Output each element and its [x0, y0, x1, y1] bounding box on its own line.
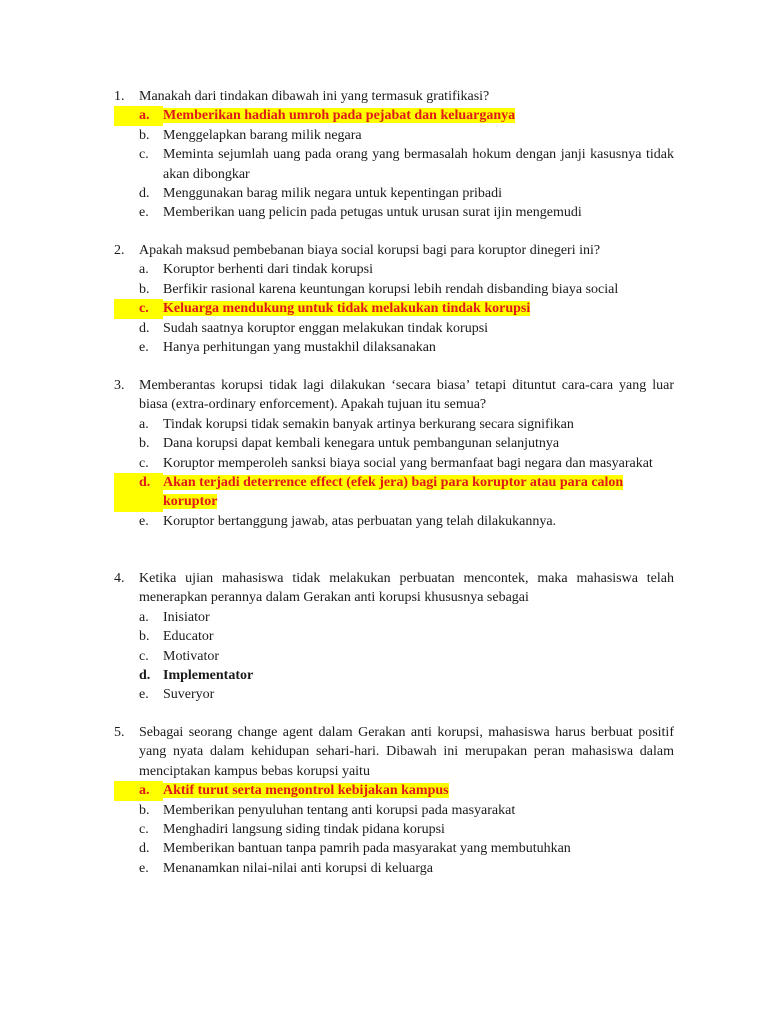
option-e — [114, 203, 674, 222]
question-text: Manakah dari tindakan dibawah ini yang termasuk gratifikasi? — [139, 89, 490, 104]
option-b — [114, 280, 674, 299]
option-text: Koruptor bertanggung jawab, atas perbuatan yang telah dilakukannya. — [163, 513, 557, 529]
option-text: Meminta sejumlah uang pada orang yang bermasalah hokum dengan janji kasusnya tidak akan dibongkar — [163, 147, 674, 182]
option-c — [114, 820, 674, 839]
option-text: Menggelapkan barang milik negara — [163, 127, 362, 143]
option-c-answer — [114, 299, 674, 318]
option-e — [114, 338, 674, 357]
option-letter: d. — [139, 320, 150, 336]
option-letter: e. — [139, 513, 149, 529]
option-e — [114, 685, 674, 704]
option-text: Educator — [163, 629, 214, 645]
option-letter: b. — [139, 127, 150, 143]
option-letter: c. — [139, 455, 149, 471]
option-text: Dana korupsi dapat kembali kenegara untuk pembangunan selanjutnya — [163, 436, 560, 452]
question-2 — [114, 241, 674, 357]
option-text: Keluarga mendukung untuk tidak melakukan tindak korupsi — [163, 301, 531, 317]
option-text: Implementator — [163, 668, 254, 684]
option-text: Memberikan uang pelicin pada petugas untuk urusan surat ijin mengemudi — [163, 205, 582, 221]
option-letter: c. — [139, 822, 149, 838]
option-c — [114, 454, 674, 473]
question-text: Apakah maksud pembebanan biaya social korupsi bagi para koruptor dinegeri ini? — [139, 243, 601, 258]
option-d — [114, 839, 674, 858]
option-text: Berfikir rasional karena keuntungan korupsi lebih rendah disbanding biaya social — [163, 281, 619, 297]
option-text: Aktif turut serta mengontrol kebijakan kampus — [163, 783, 449, 799]
option-e — [114, 859, 674, 878]
option-letter: c. — [139, 147, 149, 163]
option-text: Hanya perhitungan yang mustakhil dilaksanakan — [163, 340, 436, 356]
option-letter: b. — [139, 629, 150, 645]
option-d — [114, 184, 674, 203]
question-number: 1. — [114, 89, 125, 104]
option-letter: a. — [114, 781, 163, 800]
question-text: Ketika ujian mahasiswa tidak melakukan perbuatan mencontek, maka mahasiswa telah menerapkan perannya dalam Gerakan anti korupsi khususnya sebagai — [139, 571, 674, 606]
option-text: Inisiator — [163, 609, 210, 625]
option-letter: e. — [139, 205, 149, 221]
option-a — [114, 260, 674, 279]
question-5 — [114, 723, 674, 878]
option-letter: d. — [139, 186, 150, 202]
option-letter: e. — [139, 860, 149, 876]
option-letter: a. — [139, 416, 149, 432]
question-number: 5. — [114, 725, 125, 740]
option-list — [114, 608, 674, 705]
option-a — [114, 415, 674, 434]
option-list — [114, 415, 674, 531]
option-e — [114, 512, 674, 531]
question-number: 2. — [114, 243, 125, 258]
option-b — [114, 801, 674, 820]
option-b — [114, 627, 674, 646]
option-list — [114, 260, 674, 357]
option-text: Menanamkan nilai-nilai anti korupsi di keluarga — [163, 860, 433, 876]
option-letter: d. — [114, 473, 163, 512]
question-number: 3. — [114, 378, 125, 393]
option-text: Koruptor berhenti dari tindak korupsi — [163, 262, 373, 278]
option-d-answer — [114, 666, 674, 685]
option-letter: a. — [139, 609, 149, 625]
option-a-answer — [114, 781, 674, 800]
option-letter: b. — [139, 281, 150, 297]
question-text: Sebagai seorang change agent dalam Gerakan anti korupsi, mahasiswa harus berbuat positif yang nyata dalam kehidupan sehari-hari. Dibawah ini merupakan peran mahasiswa dalam menciptakan kampus bebas korupsi yaitu — [139, 725, 674, 779]
option-text: Sudah saatnya koruptor enggan melakukan tindak korupsi — [163, 320, 489, 336]
question-4 — [114, 569, 674, 705]
option-letter: c. — [114, 299, 163, 318]
option-text: Tindak korupsi tidak semakin banyak artinya berkurang secara signifikan — [163, 416, 574, 432]
option-letter: e. — [139, 340, 149, 356]
option-b — [114, 126, 674, 145]
option-letter: b. — [139, 802, 150, 818]
option-d — [114, 319, 674, 338]
question-1 — [114, 87, 674, 223]
option-c — [114, 145, 674, 184]
option-text: Suveryor — [163, 687, 215, 703]
option-text: Memberikan penyuluhan tentang anti korupsi pada masyarakat — [163, 802, 516, 818]
option-letter: a. — [139, 262, 149, 278]
option-list — [114, 781, 674, 878]
option-c — [114, 647, 674, 666]
option-text: Menggunakan barag milik negara untuk kepentingan pribadi — [163, 186, 503, 202]
question-3 — [114, 376, 674, 531]
option-text: Memberikan hadiah umroh pada pejabat dan keluarganya — [163, 108, 516, 124]
option-list — [114, 106, 674, 222]
option-letter: a. — [114, 106, 163, 125]
option-d-answer — [114, 473, 674, 512]
option-text: Akan terjadi deterrence effect (efek jera) bagi para koruptor atau para calon koruptor — [163, 475, 624, 510]
question-text: Memberantas korupsi tidak lagi dilakukan ‘secara biasa’ tetapi dituntut cara-cara yang luar biasa (extra-ordinary enforcement). Apakah tujuan itu semua? — [139, 378, 674, 413]
option-text: Motivator — [163, 648, 219, 664]
option-a-answer — [114, 106, 674, 125]
option-a — [114, 608, 674, 627]
option-letter: d. — [139, 668, 151, 684]
option-text: Memberikan bantuan tanpa pamrih pada masyarakat yang membutuhkan — [163, 841, 571, 857]
option-text: Koruptor memperoleh sanksi biaya social yang bermanfaat bagi negara dan masyarakat — [163, 455, 653, 471]
option-letter: b. — [139, 436, 150, 452]
option-letter: c. — [139, 648, 149, 664]
option-text: Menghadiri langsung siding tindak pidana korupsi — [163, 822, 445, 838]
option-b — [114, 434, 674, 453]
option-letter: e. — [139, 687, 149, 703]
option-letter: d. — [139, 841, 150, 857]
question-number: 4. — [114, 571, 125, 586]
